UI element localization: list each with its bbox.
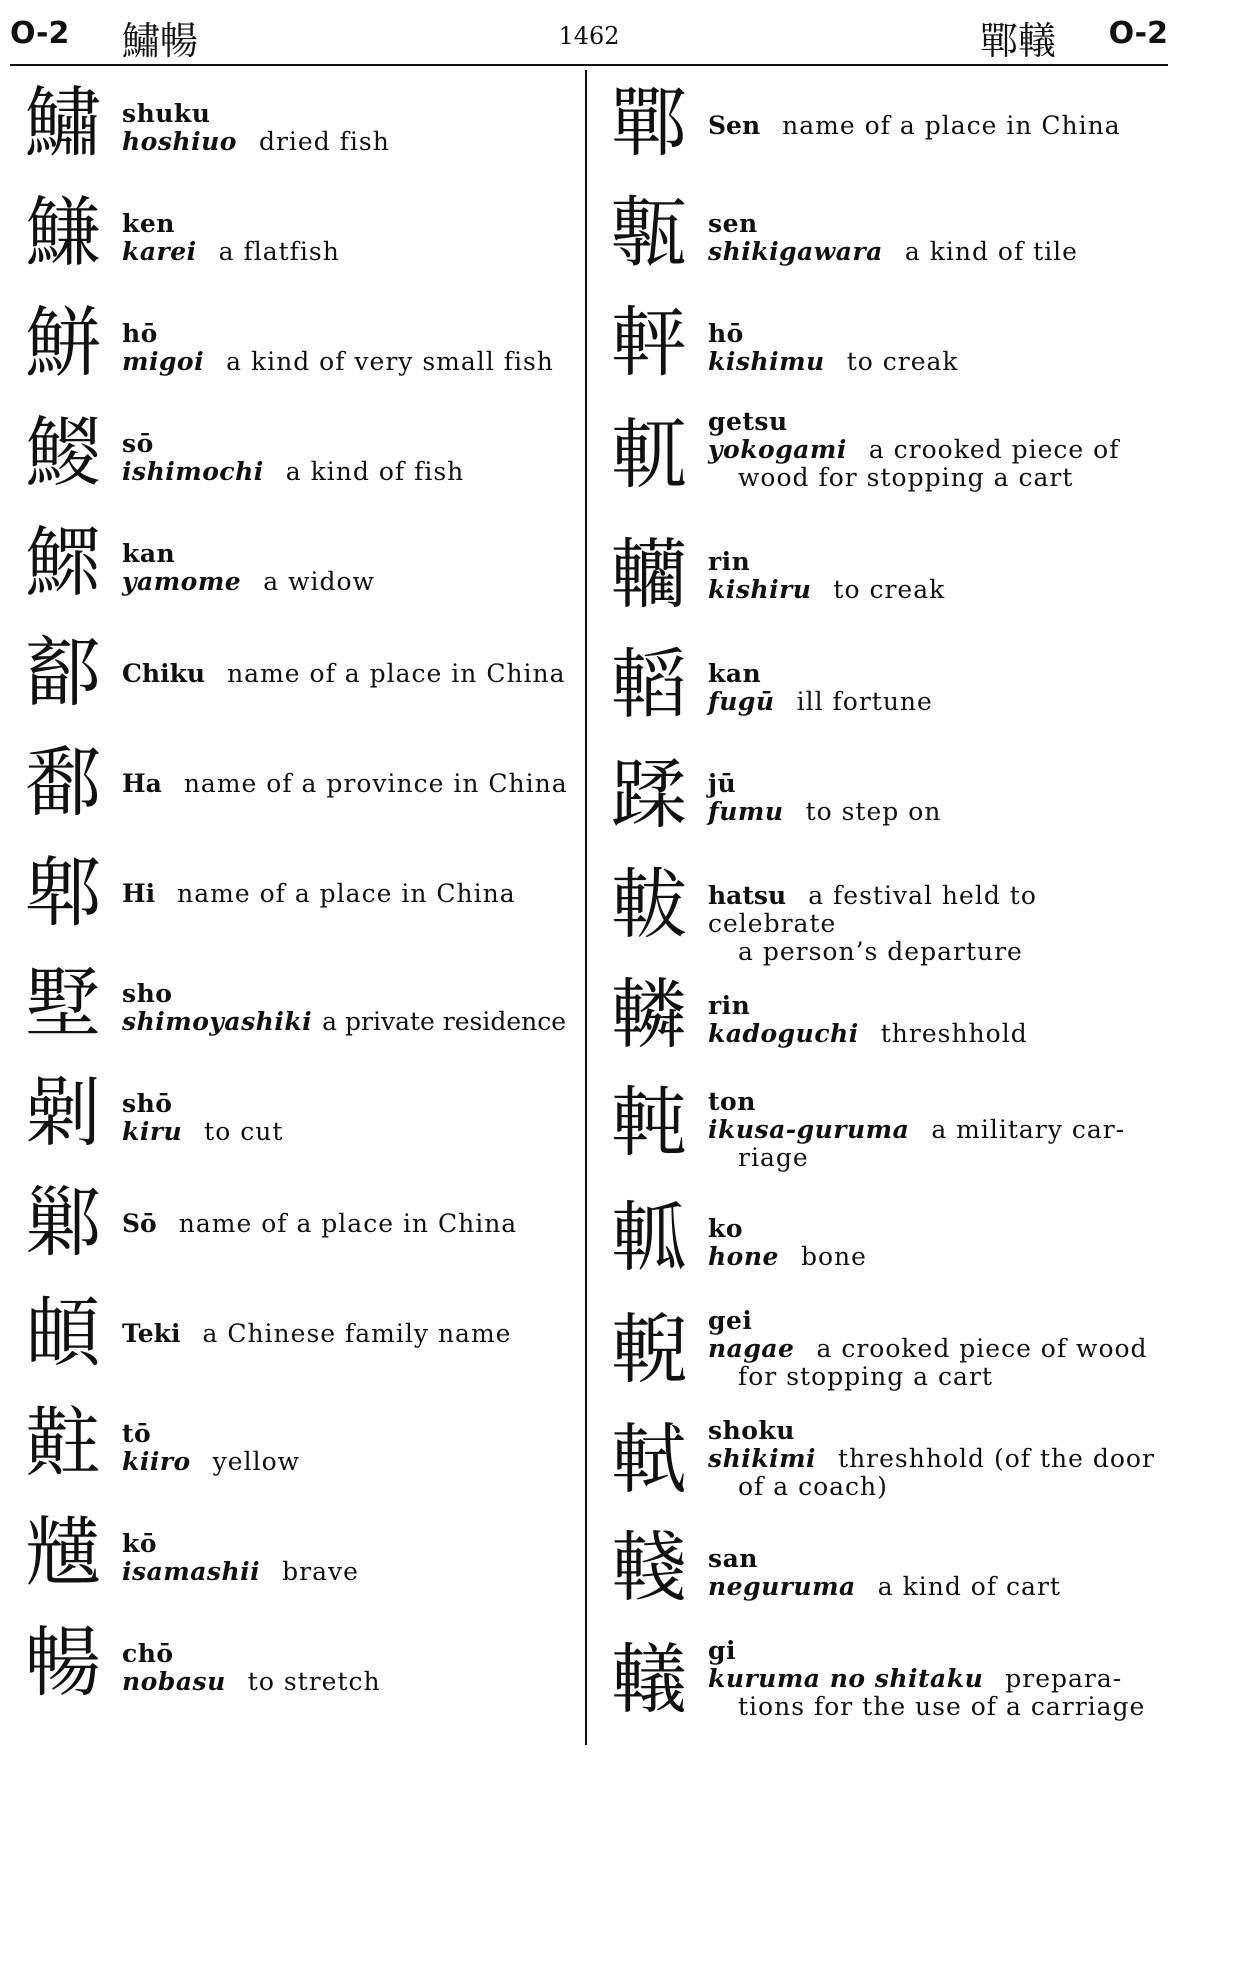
entry-reading: kan: [708, 659, 762, 688]
entry-kanji: 鮩: [25, 298, 101, 387]
entry-reading: Sō: [122, 1209, 157, 1238]
entry-kun: nobasu: [122, 1667, 226, 1696]
entry-kanji: 軏: [611, 410, 687, 499]
dictionary-entry: [12, 290, 572, 400]
entry-text: [708, 112, 1170, 140]
entry-text: [122, 1640, 572, 1696]
entry-text: [122, 430, 572, 486]
entry-kanji: 鯼: [25, 408, 101, 497]
entry-reading: rin: [708, 991, 751, 1020]
entry-text: [708, 882, 1170, 966]
header-left-code: O-2: [10, 16, 70, 51]
entry-reading: gei: [708, 1306, 753, 1335]
dictionary-entry: [12, 510, 572, 620]
entry-kun: neguruma: [708, 1572, 856, 1601]
entry-definition: name of a place in China: [177, 879, 516, 908]
entry-kun: ikusa-guruma: [708, 1115, 910, 1144]
entry-kun: fumu: [708, 797, 784, 826]
entry-definition: a Chinese family name: [202, 1319, 512, 1348]
dictionary-entry: [598, 850, 1170, 966]
dictionary-entry: [598, 1295, 1170, 1405]
entry-definition-line2: for stopping a cart: [738, 1362, 993, 1391]
entry-reading: ton: [708, 1087, 756, 1116]
entry-reading: Ha: [122, 769, 162, 798]
dictionary-entry: [598, 70, 1170, 180]
entry-kun: kiiro: [122, 1447, 191, 1476]
dictionary-entry: [12, 1170, 572, 1280]
entry-kanji: 轔: [611, 970, 687, 1059]
entry-definition: yellow: [212, 1447, 301, 1476]
page-header: [10, 10, 1168, 66]
entry-definition: brave: [282, 1557, 359, 1586]
entry-kanji: 軱: [611, 1193, 687, 1282]
entry-text: [122, 1090, 572, 1146]
entry-definition: a kind of tile: [904, 237, 1078, 266]
entry-text: [122, 880, 572, 908]
entry-kun: ishimochi: [122, 457, 264, 486]
entry-kun: kuruma no shitaku: [708, 1664, 984, 1693]
entry-kanji: 郫: [25, 848, 101, 937]
entry-reading: Teki: [122, 1319, 181, 1348]
entry-definition: to stretch: [247, 1667, 381, 1696]
entry-reading: rin: [708, 547, 751, 576]
entry-kanji: 甎: [611, 188, 687, 277]
entry-definition-line1: prepara-: [1005, 1664, 1123, 1693]
entry-kun: isamashii: [122, 1557, 261, 1586]
entry-kanji: 蹂: [611, 750, 687, 839]
entry-reading: getsu: [708, 407, 788, 436]
entry-kanji: 軷: [611, 860, 687, 949]
entry-definition: name of a place in China: [782, 111, 1121, 140]
dictionary-entry: [598, 1515, 1170, 1625]
column-divider: [585, 70, 587, 1745]
dictionary-entry: [12, 950, 572, 1060]
header-rule: [10, 64, 1168, 66]
header-left-kanji: 鱐暢: [122, 19, 199, 63]
entry-definition-line1: a crooked piece of wood: [816, 1334, 1148, 1363]
entry-definition: ill fortune: [796, 687, 933, 716]
entry-kun: kishimu: [708, 347, 825, 376]
entry-reading: shō: [122, 1089, 173, 1118]
entry-kun: shikimi: [708, 1444, 817, 1473]
dictionary-entry: [12, 180, 572, 290]
entry-text: [122, 1530, 572, 1586]
entry-kun: kadoguchi: [708, 1019, 859, 1048]
entry-kun: kishiru: [708, 575, 812, 604]
dictionary-entry: [12, 1500, 572, 1610]
entry-definition: a widow: [263, 567, 375, 596]
entry-text: [122, 1320, 572, 1348]
header-right-code: O-2: [1108, 16, 1168, 51]
entry-definition: a kind of fish: [285, 457, 465, 486]
entry-text: [708, 1637, 1170, 1721]
dictionary-entry: [12, 1390, 572, 1500]
dictionary-entry: [12, 1060, 572, 1170]
entry-definition: to creak: [833, 575, 946, 604]
entry-reading: Sen: [708, 111, 761, 140]
dictionary-entry: [12, 400, 572, 510]
entry-text: [708, 770, 1170, 826]
entry-kanji: 輗: [611, 1305, 687, 1394]
entry-text: [122, 770, 572, 798]
entry-text: [122, 1420, 572, 1476]
entry-kun: fugū: [708, 687, 775, 716]
entry-reading: sō: [122, 429, 154, 458]
dictionary-entry: [12, 840, 572, 950]
entry-kanji: 輚: [611, 1523, 687, 1612]
entry-kanji: 頔: [25, 1288, 101, 1377]
entry-definition: to step on: [805, 797, 942, 826]
entry-reading: hō: [708, 319, 744, 348]
entry-kanji: 鰜: [25, 188, 101, 277]
entry-reading: sen: [708, 209, 758, 238]
entry-definition: a kind of very small fish: [226, 347, 554, 376]
entry-kanji: 轥: [611, 530, 687, 619]
entry-text: [122, 540, 572, 596]
entry-text: [122, 100, 572, 156]
entry-text: [708, 320, 1170, 376]
entry-kanji: 軘: [611, 1078, 687, 1167]
entry-reading: gi: [708, 1636, 736, 1665]
entry-text: [708, 992, 1170, 1048]
dictionary-entry: [12, 730, 572, 840]
entry-reading: tō: [122, 1419, 152, 1448]
dictionary-entry: [598, 180, 1170, 290]
entry-reading: shuku: [122, 99, 211, 128]
entry-definition: name of a province in China: [183, 769, 568, 798]
entry-kanji: 鄲: [611, 78, 687, 167]
entry-definition-line2: riage: [738, 1143, 809, 1172]
entry-reading: jū: [708, 769, 737, 798]
entry-text: [708, 1417, 1170, 1501]
dictionary-entry: [598, 520, 1170, 630]
entry-definition: dried fish: [258, 127, 390, 156]
entry-kun: yokogami: [708, 435, 847, 464]
entry-definition-line1: a festival held to celebrate: [708, 881, 1037, 938]
entry-definition-line2: of a coach): [738, 1472, 888, 1501]
entry-reading: kō: [122, 1529, 157, 1558]
entry-reading: chō: [122, 1639, 174, 1668]
dictionary-entry: [598, 960, 1170, 1070]
dictionary-entry: [598, 1625, 1170, 1745]
entry-text: [708, 408, 1170, 492]
dictionary-entry: [598, 740, 1170, 850]
dictionary-entry: [12, 620, 572, 730]
entry-reading: san: [708, 1544, 758, 1573]
entry-kanji: 轁: [611, 640, 687, 729]
dictionary-entry: [598, 400, 1170, 520]
entry-text: [708, 660, 1170, 716]
dictionary-entry: [598, 1185, 1170, 1295]
entry-text: [708, 1215, 1170, 1271]
entry-definition: a kind of cart: [877, 1572, 1061, 1601]
entry-kanji: 鰥: [25, 518, 101, 607]
entry-kun: nagae: [708, 1334, 795, 1363]
entry-definition: a private residence: [322, 1007, 567, 1036]
entry-definition: threshhold: [880, 1019, 1028, 1048]
entry-reading: ken: [122, 209, 175, 238]
entry-kanji: 鱐: [25, 78, 101, 167]
entry-text: [122, 980, 572, 1036]
entry-kanji: 劋: [25, 1068, 101, 1157]
entry-kun: shikigawara: [708, 237, 883, 266]
entry-kun: migoi: [122, 347, 205, 376]
entry-definition-line1: a crooked piece of: [868, 435, 1120, 464]
entry-definition: name of a place in China: [227, 659, 566, 688]
entry-definition: to creak: [846, 347, 959, 376]
dictionary-entry: [598, 630, 1170, 740]
entry-reading: hatsu: [708, 881, 787, 910]
entry-definition-line2: tions for the use of a carriage: [738, 1692, 1146, 1721]
entry-kun: hoshiuo: [122, 127, 237, 156]
entry-kun: shimoyashiki: [122, 1007, 313, 1036]
entry-reading: ko: [708, 1214, 743, 1243]
entry-text: [708, 1545, 1170, 1601]
entry-kanji: 黈: [25, 1398, 101, 1487]
entry-definition-line2: wood for stopping a cart: [738, 463, 1074, 492]
entry-kanji: 鄐: [25, 628, 101, 717]
entry-kanji: 墅: [25, 958, 101, 1047]
entry-definition: a flatfish: [218, 237, 340, 266]
entry-text: [122, 1210, 572, 1238]
entry-text: [708, 548, 1170, 604]
dictionary-entry: [598, 290, 1170, 400]
entry-reading: Chiku: [122, 659, 206, 688]
entry-reading: sho: [122, 979, 173, 1008]
entry-kanji: 暢: [25, 1618, 101, 1707]
page-number: 1462: [558, 22, 620, 50]
entry-kanji: 軾: [611, 1415, 687, 1504]
entry-kun: hone: [708, 1242, 779, 1271]
entry-definition: to cut: [204, 1117, 284, 1146]
entry-text: [122, 320, 572, 376]
entry-text: [708, 210, 1170, 266]
dictionary-entry: [12, 1610, 572, 1720]
entry-text: [122, 660, 572, 688]
entry-definition: name of a place in China: [178, 1209, 518, 1238]
entry-reading: kan: [122, 539, 176, 568]
entry-definition-line1: threshhold (of the door: [838, 1444, 1155, 1473]
entry-kun: karei: [122, 237, 197, 266]
entry-kanji: 黋: [25, 1508, 101, 1597]
dictionary-entry: [12, 70, 572, 180]
entry-kanji: 鄱: [25, 738, 101, 827]
entry-definition-line1: a military car-: [931, 1115, 1126, 1144]
entry-definition-line2: a person’s departure: [738, 937, 1023, 966]
entry-reading: hō: [122, 319, 158, 348]
header-right-kanji: 鄲轙: [979, 19, 1056, 63]
entry-text: [708, 1307, 1170, 1391]
entry-definition: bone: [800, 1242, 867, 1271]
dictionary-entry: [598, 1070, 1170, 1185]
entry-kanji: 轙: [611, 1635, 687, 1724]
entry-kanji: 軯: [611, 298, 687, 387]
entry-text: [708, 1088, 1170, 1172]
entry-text: [122, 210, 572, 266]
dictionary-entry: [598, 1405, 1170, 1515]
entry-reading: shoku: [708, 1416, 795, 1445]
entry-kun: kiru: [122, 1117, 183, 1146]
entry-kun: yamome: [122, 567, 242, 596]
entry-reading: Hi: [122, 879, 156, 908]
entry-kanji: 鄛: [25, 1178, 101, 1267]
dictionary-entry: [12, 1280, 572, 1390]
